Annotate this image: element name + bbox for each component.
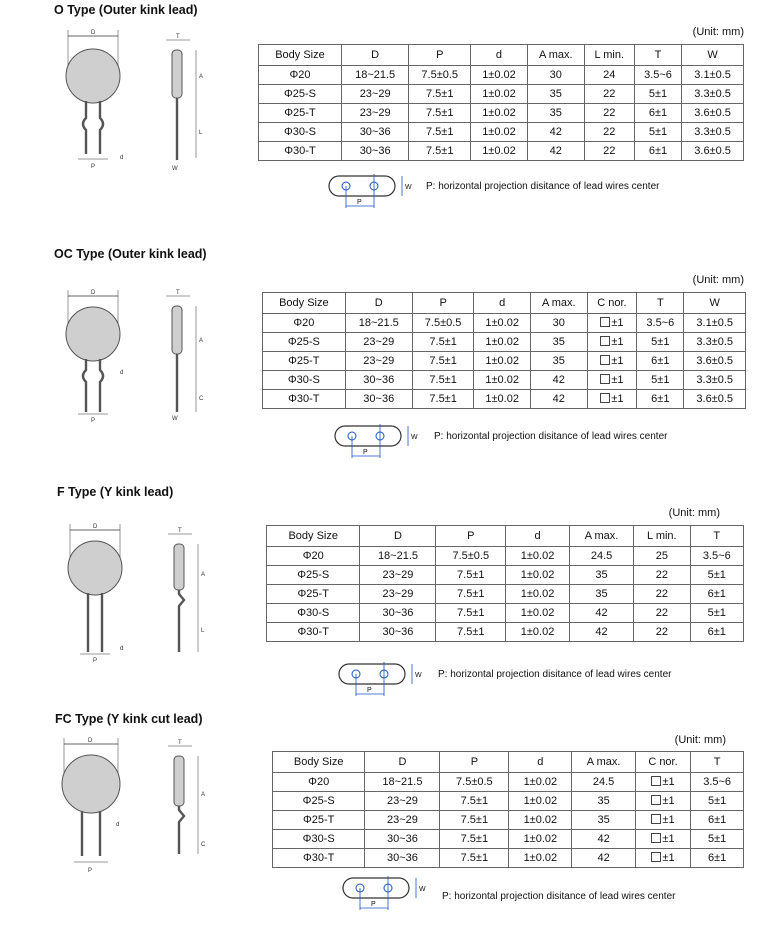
col-header: T bbox=[690, 526, 743, 547]
unit-label: (Unit: mm) bbox=[668, 507, 720, 519]
cell: 5±1 bbox=[634, 123, 681, 142]
cell: Φ20 bbox=[273, 773, 365, 792]
cell: 1±0.02 bbox=[471, 85, 528, 104]
cell: 5±1 bbox=[690, 566, 743, 585]
cell: 7.5±1 bbox=[440, 830, 509, 849]
cell: 1±0.02 bbox=[471, 66, 528, 85]
cell: 5±1 bbox=[690, 604, 743, 623]
cell: 3.5~6 bbox=[634, 66, 681, 85]
projection-note: P: horizontal projection disitance of lead wires center bbox=[426, 181, 660, 192]
dim-label-t: T bbox=[176, 34, 180, 40]
lead-projection-diagram bbox=[340, 872, 430, 916]
table-row bbox=[267, 585, 744, 604]
cell: 35 bbox=[530, 333, 587, 352]
cell: 3.6±0.5 bbox=[682, 104, 744, 123]
cell: 3.3±0.5 bbox=[684, 371, 746, 390]
col-header: Body Size bbox=[259, 45, 342, 66]
cell: 7.5±0.5 bbox=[412, 314, 474, 333]
col-header: W bbox=[682, 45, 744, 66]
cell: 35 bbox=[570, 585, 634, 604]
table-row bbox=[267, 604, 744, 623]
cell: 1±0.02 bbox=[474, 333, 531, 352]
spec-table bbox=[272, 751, 744, 868]
section-title: F Type (Y kink lead) bbox=[57, 485, 174, 499]
cell: 7.5±1 bbox=[409, 142, 471, 161]
cell: 1±0.02 bbox=[506, 623, 570, 642]
cell: 7.5±1 bbox=[412, 390, 474, 409]
component-side-view bbox=[158, 30, 218, 180]
dim-label-a: A bbox=[201, 792, 206, 798]
section-o-type bbox=[0, 0, 767, 240]
cell: 3.5~6 bbox=[637, 314, 684, 333]
cell: Φ20 bbox=[267, 547, 360, 566]
col-header: d bbox=[471, 45, 528, 66]
cell: 3.1±0.5 bbox=[684, 314, 746, 333]
cell: 1±0.02 bbox=[509, 830, 572, 849]
table-row bbox=[259, 66, 744, 85]
cell: Φ30-S bbox=[263, 371, 346, 390]
cell: 35 bbox=[530, 352, 587, 371]
dim-label-p: P bbox=[91, 418, 96, 424]
component-side-view bbox=[160, 524, 220, 674]
col-header: P bbox=[440, 752, 509, 773]
dim-label-p: P bbox=[88, 868, 93, 874]
cell: Φ25-T bbox=[263, 352, 346, 371]
dim-label-l: L bbox=[201, 628, 205, 634]
dim-label-lead-d: d bbox=[116, 822, 120, 828]
col-header: C nor. bbox=[635, 752, 691, 773]
cell: 1±0.02 bbox=[509, 792, 572, 811]
col-header: T bbox=[634, 45, 681, 66]
cell: 42 bbox=[572, 849, 635, 868]
cell: ±1 bbox=[587, 314, 637, 333]
component-side-view bbox=[158, 286, 218, 436]
cell: 30~36 bbox=[360, 604, 436, 623]
cell: 30~36 bbox=[345, 390, 412, 409]
cell: 1±0.02 bbox=[509, 849, 572, 868]
dim-label-a: A bbox=[199, 74, 204, 80]
cell: 7.5±1 bbox=[409, 123, 471, 142]
cell: 5±1 bbox=[691, 830, 744, 849]
cell: 22 bbox=[584, 104, 634, 123]
cell: 23~29 bbox=[345, 333, 412, 352]
section-title: FC Type (Y kink cut lead) bbox=[55, 712, 203, 726]
dim-label-w: W bbox=[411, 434, 418, 441]
col-header: D bbox=[345, 293, 412, 314]
lead-projection-diagram bbox=[336, 658, 426, 702]
cell: 42 bbox=[527, 123, 584, 142]
table-row bbox=[263, 333, 746, 352]
cell: Φ25-T bbox=[267, 585, 360, 604]
projection-note: P: horizontal projection disitance of lead wires center bbox=[438, 669, 672, 680]
cell: 7.5±1 bbox=[412, 333, 474, 352]
cell: 18~21.5 bbox=[345, 314, 412, 333]
cell: 22 bbox=[634, 585, 691, 604]
cell: 5±1 bbox=[637, 333, 684, 352]
unit-label: (Unit: mm) bbox=[692, 26, 744, 38]
table-row bbox=[267, 566, 744, 585]
cell: 1±0.02 bbox=[506, 566, 570, 585]
dim-label-lead-d: d bbox=[120, 155, 124, 161]
cell: 42 bbox=[570, 604, 634, 623]
cell: 35 bbox=[570, 566, 634, 585]
dim-label-w: W bbox=[405, 184, 412, 191]
col-header: C nor. bbox=[587, 293, 637, 314]
cell: 30 bbox=[530, 314, 587, 333]
table-row bbox=[273, 773, 744, 792]
lead-projection-diagram bbox=[332, 420, 422, 464]
table-row bbox=[263, 390, 746, 409]
col-header: D bbox=[360, 526, 436, 547]
cell: 22 bbox=[584, 85, 634, 104]
cell: 18~21.5 bbox=[360, 547, 436, 566]
cell: Φ30-S bbox=[259, 123, 342, 142]
cell: 35 bbox=[572, 792, 635, 811]
cell: 30~36 bbox=[365, 849, 440, 868]
dim-label-d: D bbox=[93, 524, 98, 530]
cell: 3.5~6 bbox=[690, 547, 743, 566]
blank-box-icon bbox=[651, 814, 661, 824]
dim-label-p: P bbox=[91, 164, 96, 170]
cell: 23~29 bbox=[365, 811, 440, 830]
dim-label-d: D bbox=[91, 30, 96, 36]
section-title: O Type (Outer kink lead) bbox=[54, 3, 198, 17]
dim-label-a: A bbox=[201, 572, 206, 578]
col-header: L min. bbox=[634, 526, 691, 547]
table-row bbox=[263, 352, 746, 371]
col-header: A max. bbox=[530, 293, 587, 314]
cell: 1±0.02 bbox=[474, 371, 531, 390]
dim-label-w: W bbox=[172, 166, 178, 172]
cell: 3.3±0.5 bbox=[682, 123, 744, 142]
dim-label-w: W bbox=[415, 672, 422, 679]
cell: 24.5 bbox=[572, 773, 635, 792]
col-header: W bbox=[684, 293, 746, 314]
cell: 3.6±0.5 bbox=[682, 142, 744, 161]
cell: 23~29 bbox=[341, 104, 408, 123]
cell: Φ25-T bbox=[273, 811, 365, 830]
col-header: P bbox=[412, 293, 474, 314]
cell: 7.5±0.5 bbox=[436, 547, 506, 566]
col-header: P bbox=[436, 526, 506, 547]
cell: 1±0.02 bbox=[474, 390, 531, 409]
cell: 6±1 bbox=[637, 352, 684, 371]
dim-label-t: T bbox=[176, 290, 180, 296]
cell: ±1 bbox=[635, 773, 691, 792]
blank-box-icon bbox=[600, 393, 610, 403]
cell: 22 bbox=[634, 566, 691, 585]
cell: 6±1 bbox=[637, 390, 684, 409]
dim-label-d: D bbox=[91, 290, 96, 296]
cell: 3.5~6 bbox=[691, 773, 744, 792]
col-header: T bbox=[637, 293, 684, 314]
dim-label-t: T bbox=[178, 528, 182, 534]
cell: 35 bbox=[527, 85, 584, 104]
cell: 7.5±1 bbox=[440, 792, 509, 811]
cell: 6±1 bbox=[690, 623, 743, 642]
cell: 30 bbox=[527, 66, 584, 85]
cell: 3.6±0.5 bbox=[684, 390, 746, 409]
cell: Φ20 bbox=[263, 314, 346, 333]
col-header: Body Size bbox=[263, 293, 346, 314]
cell: ±1 bbox=[587, 333, 637, 352]
blank-box-icon bbox=[651, 852, 661, 862]
dim-label-lead-d: d bbox=[120, 646, 124, 652]
cell: 24 bbox=[584, 66, 634, 85]
spec-table bbox=[262, 292, 746, 409]
cell: 42 bbox=[570, 623, 634, 642]
cell: 7.5±1 bbox=[412, 352, 474, 371]
section-f-type bbox=[0, 480, 767, 710]
dim-label-l: L bbox=[199, 130, 203, 136]
cell: 30~36 bbox=[365, 830, 440, 849]
cell: 30~36 bbox=[345, 371, 412, 390]
col-header: T bbox=[691, 752, 744, 773]
col-header: d bbox=[474, 293, 531, 314]
table-row bbox=[263, 314, 746, 333]
unit-label: (Unit: mm) bbox=[692, 274, 744, 286]
cell: 6±1 bbox=[691, 811, 744, 830]
cell: 5±1 bbox=[637, 371, 684, 390]
col-header: D bbox=[365, 752, 440, 773]
cell: 7.5±0.5 bbox=[440, 773, 509, 792]
cell: Φ25-T bbox=[259, 104, 342, 123]
cell: 1±0.02 bbox=[474, 352, 531, 371]
cell: ±1 bbox=[635, 830, 691, 849]
dim-label-w: W bbox=[419, 886, 426, 893]
section-fc-type bbox=[0, 710, 767, 925]
cell: 24.5 bbox=[570, 547, 634, 566]
col-header: P bbox=[409, 45, 471, 66]
col-header: A max. bbox=[570, 526, 634, 547]
cell: 3.6±0.5 bbox=[684, 352, 746, 371]
cell: 1±0.02 bbox=[471, 142, 528, 161]
col-header: D bbox=[341, 45, 408, 66]
cell: 7.5±1 bbox=[409, 85, 471, 104]
cell: 25 bbox=[634, 547, 691, 566]
table-row bbox=[273, 811, 744, 830]
cell: Φ30-T bbox=[263, 390, 346, 409]
cell: Φ25-S bbox=[263, 333, 346, 352]
table-row bbox=[273, 849, 744, 868]
cell: Φ30-S bbox=[267, 604, 360, 623]
table-row bbox=[259, 104, 744, 123]
cell: Φ25-S bbox=[273, 792, 365, 811]
cell: 1±0.02 bbox=[509, 811, 572, 830]
table-header-row bbox=[267, 526, 744, 547]
blank-box-icon bbox=[600, 336, 610, 346]
unit-label: (Unit: mm) bbox=[674, 734, 726, 746]
table-row bbox=[259, 85, 744, 104]
cell: 1±0.02 bbox=[471, 104, 528, 123]
dim-label-p: P bbox=[371, 901, 376, 908]
table-row bbox=[273, 830, 744, 849]
lead-projection-diagram bbox=[326, 170, 416, 214]
dim-label-p: P bbox=[363, 449, 368, 456]
spec-table bbox=[266, 525, 744, 642]
cell: 3.3±0.5 bbox=[684, 333, 746, 352]
cell: 23~29 bbox=[365, 792, 440, 811]
cell: 7.5±1 bbox=[440, 811, 509, 830]
table-row bbox=[267, 547, 744, 566]
cell: 22 bbox=[584, 142, 634, 161]
cell: 1±0.02 bbox=[506, 585, 570, 604]
cell: 6±1 bbox=[634, 104, 681, 123]
cell: 1±0.02 bbox=[509, 773, 572, 792]
col-header: L min. bbox=[584, 45, 634, 66]
cell: Φ20 bbox=[259, 66, 342, 85]
projection-note: P: horizontal projection disitance of lead wires center bbox=[434, 431, 668, 442]
cell: 18~21.5 bbox=[341, 66, 408, 85]
cell: Φ25-S bbox=[267, 566, 360, 585]
cell: 23~29 bbox=[341, 85, 408, 104]
cell: 18~21.5 bbox=[365, 773, 440, 792]
cell: ±1 bbox=[587, 371, 637, 390]
cell: Φ30-T bbox=[267, 623, 360, 642]
blank-box-icon bbox=[600, 317, 610, 327]
cell: 6±1 bbox=[691, 849, 744, 868]
cell: 3.1±0.5 bbox=[682, 66, 744, 85]
cell: 7.5±1 bbox=[409, 104, 471, 123]
col-header: A max. bbox=[572, 752, 635, 773]
cell: 22 bbox=[634, 623, 691, 642]
table-row bbox=[259, 142, 744, 161]
cell: ±1 bbox=[635, 811, 691, 830]
dim-label-p: P bbox=[357, 199, 362, 206]
spec-table bbox=[258, 44, 744, 161]
cell: Φ30-T bbox=[259, 142, 342, 161]
table-header-row bbox=[273, 752, 744, 773]
cell: 1±0.02 bbox=[471, 123, 528, 142]
dim-label-c: C bbox=[201, 842, 206, 848]
cell: 23~29 bbox=[360, 566, 436, 585]
blank-box-icon bbox=[651, 833, 661, 843]
cell: 23~29 bbox=[345, 352, 412, 371]
cell: ±1 bbox=[587, 352, 637, 371]
cell: 42 bbox=[530, 371, 587, 390]
cell: 23~29 bbox=[360, 585, 436, 604]
cell: 7.5±1 bbox=[440, 849, 509, 868]
cell: 42 bbox=[527, 142, 584, 161]
projection-note: P: horizontal projection disitance of lead wires center bbox=[442, 891, 676, 902]
col-header: d bbox=[509, 752, 572, 773]
cell: 35 bbox=[527, 104, 584, 123]
blank-box-icon bbox=[651, 776, 661, 786]
cell: 6±1 bbox=[690, 585, 743, 604]
dim-label-d: D bbox=[88, 738, 93, 744]
dim-label-p: P bbox=[367, 687, 372, 694]
cell: ±1 bbox=[635, 849, 691, 868]
cell: 5±1 bbox=[634, 85, 681, 104]
component-side-view bbox=[160, 734, 220, 884]
col-header: Body Size bbox=[273, 752, 365, 773]
cell: 7.5±1 bbox=[412, 371, 474, 390]
table-row bbox=[267, 623, 744, 642]
section-oc-type bbox=[0, 240, 767, 480]
blank-box-icon bbox=[651, 795, 661, 805]
cell: 7.5±1 bbox=[436, 566, 506, 585]
col-header: d bbox=[506, 526, 570, 547]
cell: Φ25-S bbox=[259, 85, 342, 104]
cell: 30~36 bbox=[341, 142, 408, 161]
dim-label-a: A bbox=[199, 338, 204, 344]
cell: 1±0.02 bbox=[506, 547, 570, 566]
cell: Φ30-T bbox=[273, 849, 365, 868]
cell: Φ30-S bbox=[273, 830, 365, 849]
cell: 42 bbox=[530, 390, 587, 409]
cell: 42 bbox=[572, 830, 635, 849]
cell: 1±0.02 bbox=[474, 314, 531, 333]
cell: 7.5±1 bbox=[436, 604, 506, 623]
dim-label-w: W bbox=[172, 416, 178, 422]
cell: 5±1 bbox=[691, 792, 744, 811]
col-header: A max. bbox=[527, 45, 584, 66]
dim-label-c: C bbox=[199, 396, 204, 402]
cell: 22 bbox=[584, 123, 634, 142]
cell: 22 bbox=[634, 604, 691, 623]
table-row bbox=[273, 792, 744, 811]
cell: ±1 bbox=[635, 792, 691, 811]
cell: 35 bbox=[572, 811, 635, 830]
cell: 30~36 bbox=[341, 123, 408, 142]
blank-box-icon bbox=[600, 355, 610, 365]
dim-label-lead-d: d bbox=[120, 370, 124, 376]
cell: 1±0.02 bbox=[506, 604, 570, 623]
table-row bbox=[263, 371, 746, 390]
col-header: Body Size bbox=[267, 526, 360, 547]
table-header-row bbox=[259, 45, 744, 66]
cell: ±1 bbox=[587, 390, 637, 409]
dim-label-p: P bbox=[93, 658, 98, 664]
cell: 6±1 bbox=[634, 142, 681, 161]
blank-box-icon bbox=[600, 374, 610, 384]
cell: 7.5±1 bbox=[436, 585, 506, 604]
section-title: OC Type (Outer kink lead) bbox=[54, 247, 207, 261]
table-header-row bbox=[263, 293, 746, 314]
table-row bbox=[259, 123, 744, 142]
dim-label-t: T bbox=[178, 740, 182, 746]
cell: 30~36 bbox=[360, 623, 436, 642]
cell: 3.3±0.5 bbox=[682, 85, 744, 104]
cell: 7.5±1 bbox=[436, 623, 506, 642]
cell: 7.5±0.5 bbox=[409, 66, 471, 85]
